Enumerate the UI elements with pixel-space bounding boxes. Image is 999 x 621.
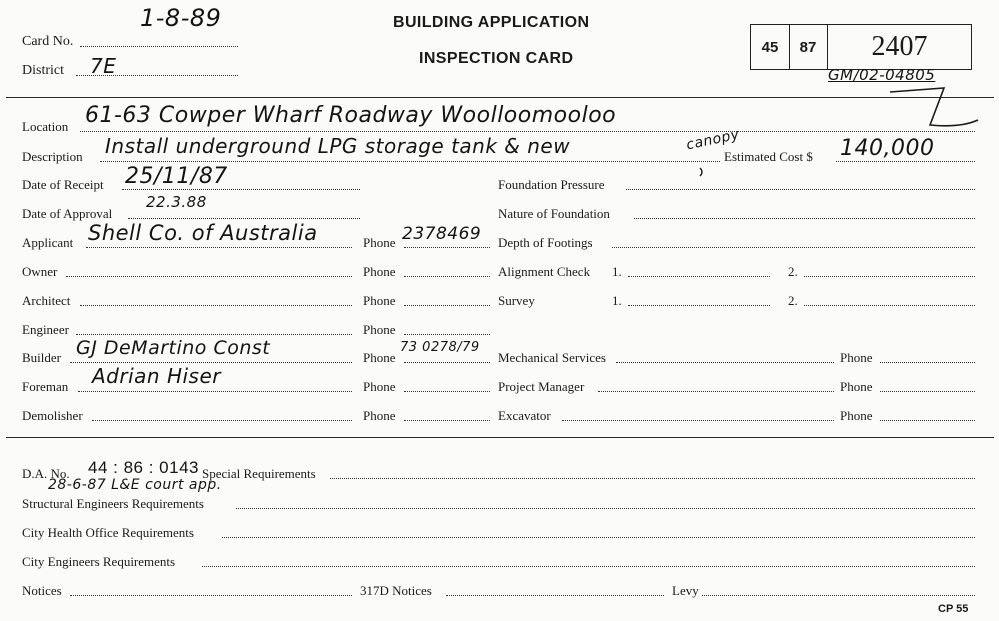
alignment-check-1-label: 1.	[612, 264, 622, 279]
structural-engineers-label: Structural Engineers Requirements	[22, 496, 204, 511]
date-of-approval-value: 22.3.88	[146, 193, 207, 211]
foreman-value: Adrian Hiser	[92, 364, 221, 388]
levy-label: Levy	[672, 583, 699, 598]
owner-label: Owner	[22, 264, 58, 279]
engineer-phone-label: Phone	[363, 322, 396, 337]
description-value: Install underground LPG storage tank & new	[105, 134, 571, 158]
depth-of-footings-label: Depth of Footings	[498, 235, 593, 250]
district-label: District	[22, 63, 64, 78]
district-value: 7E	[90, 54, 117, 78]
317d-notices-label: 317D Notices	[360, 583, 432, 598]
foreman-label: Foreman	[22, 379, 69, 394]
estimated-cost-label: Estimated Cost $	[724, 149, 813, 164]
file-reference: GM/02-04805	[828, 66, 936, 84]
applicant-label: Applicant	[22, 235, 74, 250]
architect-label: Architect	[22, 293, 71, 308]
location-value: 61-63 Cowper Wharf Roadway Woolloomooloo	[85, 103, 617, 128]
excavator-phone-label: Phone	[840, 408, 873, 423]
notices-label: Notices	[22, 583, 62, 598]
estimated-cost-value: 140,000	[840, 136, 935, 161]
mechanical-services-label: Mechanical Services	[498, 350, 606, 365]
da-no-label: D.A. No.	[22, 466, 70, 481]
owner-phone-label: Phone	[363, 264, 396, 279]
alignment-check-2-label: 2.	[788, 264, 798, 279]
nature-of-foundation-label: Nature of Foundation	[498, 206, 610, 221]
card-no-label: Card No.	[22, 34, 74, 49]
applicant-value: Shell Co. of Australia	[88, 221, 318, 245]
applicant-phone-label: Phone	[363, 235, 396, 250]
survey-2-label: 2.	[788, 293, 798, 308]
description-extra: canopy	[684, 126, 741, 154]
builder-label: Builder	[22, 350, 61, 365]
card-number-box-b: 87	[789, 24, 828, 70]
mechanical-services-phone-label: Phone	[840, 350, 873, 365]
demolisher-label: Demolisher	[22, 408, 83, 423]
applicant-phone-value: 2378469	[402, 224, 482, 244]
title-line-2: INSPECTION CARD	[419, 50, 574, 67]
date-of-receipt-value: 25/11/87	[125, 164, 228, 189]
city-health-office-label: City Health Office Requirements	[22, 525, 194, 540]
survey-label: Survey	[498, 293, 535, 308]
engineer-label: Engineer	[22, 322, 69, 337]
special-requirements-label: Special Requirements	[202, 466, 316, 481]
foreman-phone-label: Phone	[363, 379, 396, 394]
foundation-pressure-label: Foundation Pressure	[498, 177, 605, 192]
builder-phone-value: 73 0278/79	[400, 340, 480, 355]
builder-value: GJ DeMartino Const	[76, 337, 271, 359]
card-number-box-a: 45	[750, 24, 790, 70]
city-engineers-label: City Engineers Requirements	[22, 554, 176, 569]
architect-phone-label: Phone	[363, 293, 396, 308]
location-label: Location	[22, 119, 69, 134]
court-approval-note: 28-6-87 L&E court app.	[48, 477, 222, 493]
card-no-value: 1-8-89	[140, 4, 222, 32]
date-of-receipt-label: Date of Receipt	[22, 177, 104, 192]
comma-pen-stroke	[700, 168, 702, 176]
demolisher-phone-label: Phone	[363, 408, 396, 423]
project-manager-label: Project Manager	[498, 379, 585, 394]
alignment-check-label: Alignment Check	[498, 264, 591, 279]
da-no-value: 44 : 86 : 0143	[88, 458, 199, 477]
excavator-label: Excavator	[498, 408, 551, 423]
builder-phone-label: Phone	[363, 350, 396, 365]
date-of-approval-label: Date of Approval	[22, 206, 113, 221]
survey-1-label: 1.	[612, 293, 622, 308]
project-manager-phone-label: Phone	[840, 379, 873, 394]
file-ref-pen-stroke	[890, 88, 978, 126]
description-label: Description	[22, 149, 83, 164]
form-code: CP 55	[938, 603, 969, 615]
title-line-1: BUILDING APPLICATION	[393, 14, 590, 31]
card-number-box-c: 2407	[828, 24, 972, 70]
